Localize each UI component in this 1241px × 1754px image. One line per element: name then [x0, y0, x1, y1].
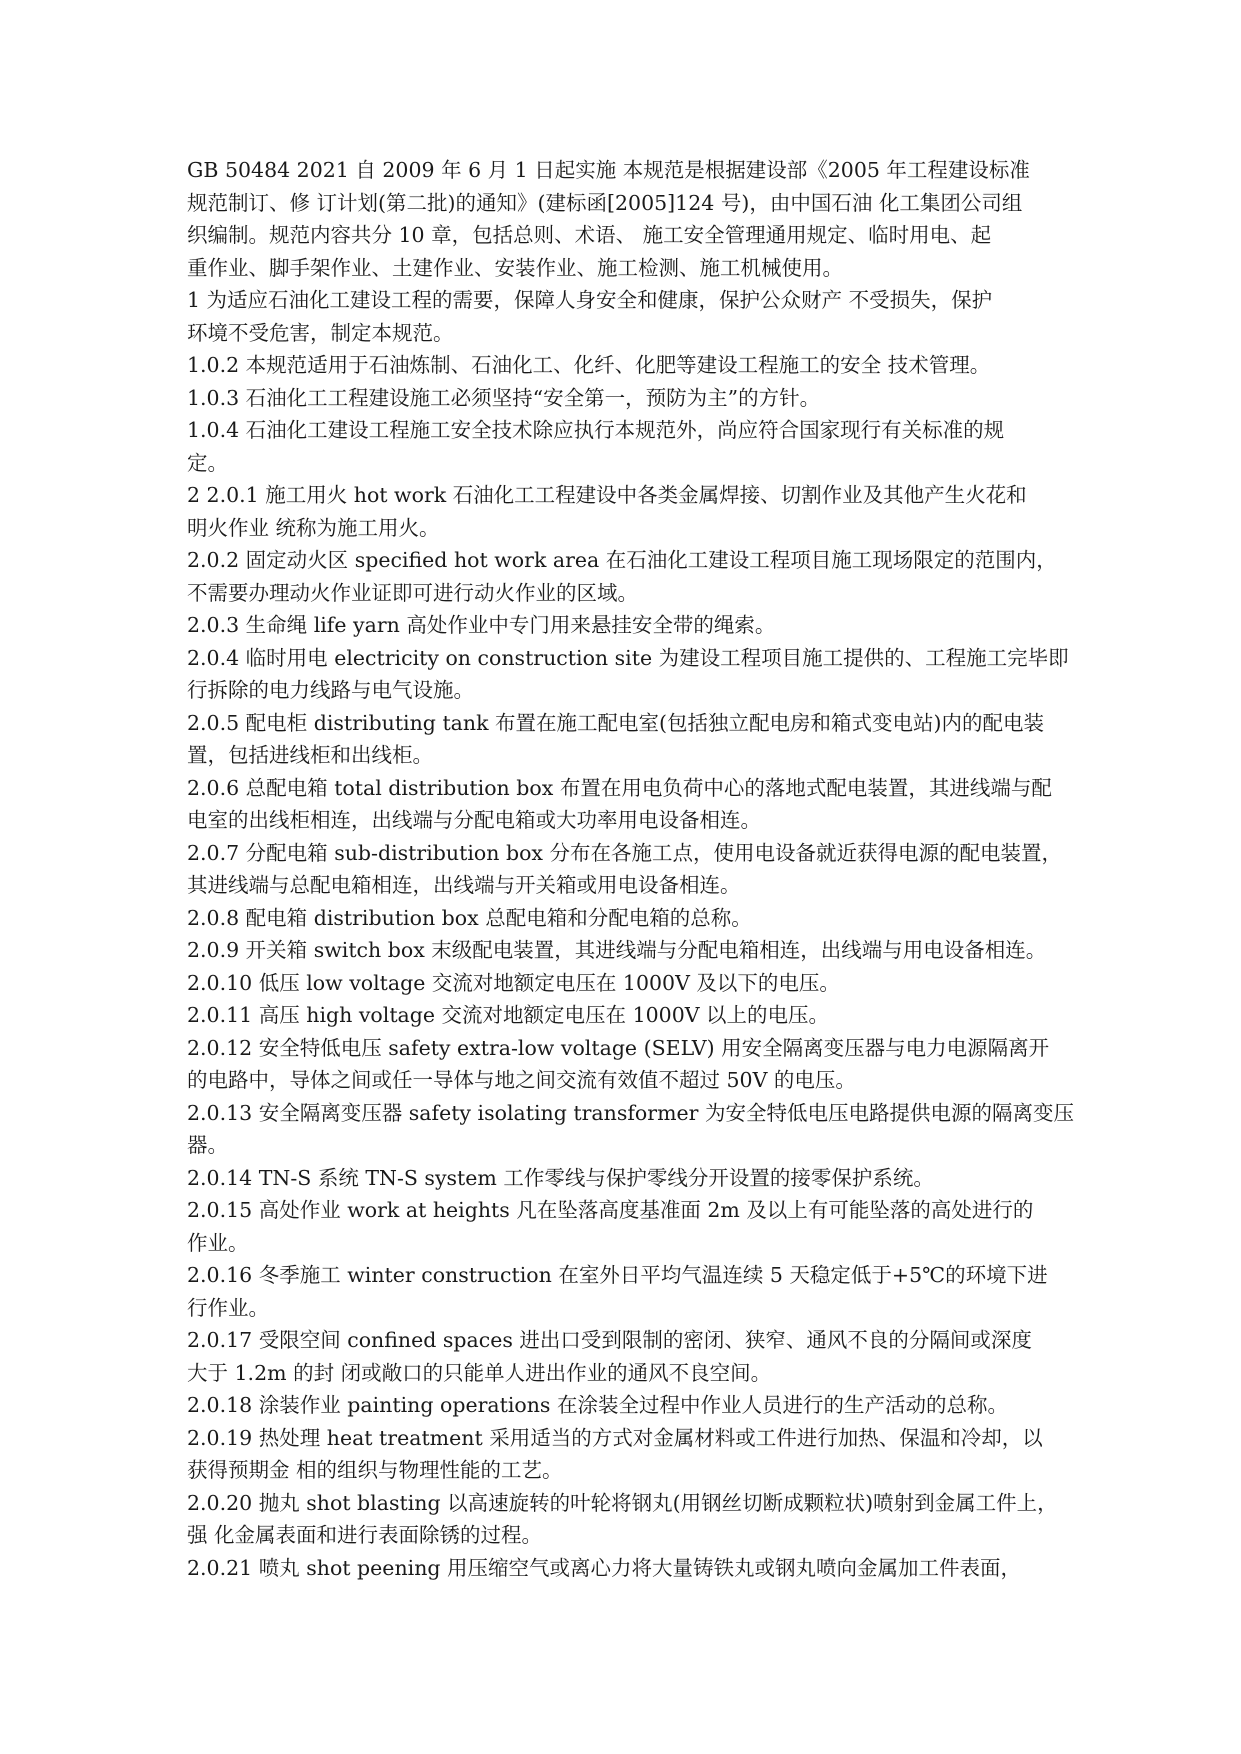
text-line: 作业。	[187, 1230, 249, 1255]
text-line: 2.0.2 固定动火区 specified hot work area 在石油化工建设工程项目施工现场限定的范围内，	[187, 548, 1057, 572]
text-line: 2.0.5 配电柜 distributing tank 布置在施工配电室(包括独立配电房和箱式变电站)内的配电装	[187, 710, 1045, 735]
text-line: 2.0.6 总配电箱 total distribution box 布置在用电负荷中心的落地式配电装置，其进线端与配	[187, 775, 1052, 800]
text-line: 2.0.18 涂装作业 painting operations 在涂装全过程中作业人员进行的生产活动的总称。	[187, 1393, 1008, 1417]
text-line: 织编制。规范内容共分 10 章，包括总则、术语、 施工安全管理通用规定、临时用电、起	[187, 223, 992, 247]
text-line: 1.0.3 石油化工工程建设施工必须坚持“安全第一，预防为主”的方针。	[187, 385, 821, 410]
text-line: 2 2.0.1 施工用火 hot work 石油化工工程建设中各类金属焊接、切割作业及其他产生火花和	[187, 483, 1027, 507]
text-line: 定。	[187, 450, 228, 475]
text-line: 2.0.10 低压 low voltage 交流对地额定电压在 1000V 及以下的电压。	[187, 970, 840, 995]
text-line: 器。	[187, 1133, 228, 1157]
text-line: 2.0.14 TN-S 系统 TN-S system 工作零线与保护零线分开设置的接零保护系统。	[187, 1165, 934, 1190]
body-text	[187, 154, 1077, 1584]
text-line: 大于 1.2m 的封 闭或敞口的只能单人进出作业的通风不良空间。	[187, 1360, 772, 1385]
text-line: 2.0.7 分配电箱 sub-distribution box 分布在各施工点，使用电设备就近获得电源的配电装置，	[187, 840, 1062, 865]
text-line: 2.0.19 热处理 heat treatment 采用适当的方式对金属材料或工件进行加热、保温和冷却，以	[187, 1425, 1043, 1450]
text-line: 其进线端与总配电箱相连，出线端与开关箱或用电设备相连。	[187, 873, 741, 897]
text-line: 2.0.11 高压 high voltage 交流对地额定电压在 1000V 以上的电压。	[187, 1003, 830, 1027]
text-line: 2.0.4 临时用电 electricity on construction site 为建设工程项目施工提供的、工程施工完毕即	[187, 645, 1069, 670]
text-line: 2.0.21 喷丸 shot peening 用压缩空气或离心力将大量铸铁丸或钢丸喷向金属加工件表面，	[187, 1555, 1022, 1580]
text-line: 1 为适应石油化工建设工程的需要，保障人身安全和健康，保护公众财产 不受损失，保护	[187, 288, 993, 312]
text-line: 重作业、脚手架作业、土建作业、安装作业、施工检测、施工机械使用。	[187, 255, 843, 280]
text-line: 2.0.20 抛丸 shot blasting 以高速旋转的叶轮将钢丸(用钢丝切断成颗粒状)喷射到金属工件上，	[187, 1490, 1058, 1515]
text-line: 2.0.16 冬季施工 winter construction 在室外日平均气温连续 5 天稳定低于+5℃的环境下进	[187, 1263, 1048, 1287]
text-line: 2.0.13 安全隔离变压器 safety isolating transformer 为安全特低电压电路提供电源的隔离变压	[187, 1100, 1074, 1125]
text-line: 置，包括进线柜和出线柜。	[187, 743, 433, 767]
text-line: 行作业。	[187, 1295, 269, 1320]
text-line: 2.0.8 配电箱 distribution box 总配电箱和分配电箱的总称。	[187, 905, 752, 930]
text-line: 环境不受危害，制定本规范。	[187, 320, 454, 345]
text-line: 强 化金属表面和进行表面除锈的过程。	[187, 1523, 543, 1547]
text-line: 2.0.9 开关箱 switch box 末级配电装置，其进线端与分配电箱相连，出线端与用电设备相连。	[187, 938, 1047, 962]
text-line: 行拆除的电力线路与电气设施。	[187, 678, 474, 702]
text-line: 1.0.4 石油化工建设工程施工安全技术除应执行本规范外，尚应符合国家现行有关标准的规	[187, 418, 1005, 442]
text-line: GB 50484 2021 自 2009 年 6 月 1 日起实施 本规范是根据建设部《2005 年工程建设标准	[187, 158, 1030, 182]
text-line: 2.0.15 高处作业 work at heights 凡在坠落高度基准面 2m 及以上有可能坠落的高处进行的	[187, 1198, 1034, 1222]
text-line: 获得预期金 相的组织与物理性能的工艺。	[187, 1458, 563, 1482]
text-line: 规范制订、修 订计划(第二批)的通知》(建标函[2005]124 号)，由中国石油 化工集团公司组	[187, 190, 1023, 215]
text-line: 2.0.12 安全特低电压 safety extra-low voltage (SELV) 用安全隔离变压器与电力电源隔离开	[187, 1035, 1050, 1060]
text-line: 明火作业 统称为施工用火。	[187, 515, 440, 540]
text-line: 的电路中，导体之间或任一导体与地之间交流有效值不超过 50V 的电压。	[187, 1068, 856, 1092]
text-line: 电室的出线柜相连，出线端与分配电箱或大功率用电设备相连。	[187, 808, 761, 832]
text-line: 2.0.17 受限空间 confined spaces 进出口受到限制的密闭、狭窄、通风不良的分隔间或深度	[187, 1328, 1032, 1352]
text-line: 2.0.3 生命绳 life yarn 高处作业中专门用来悬挂安全带的绳索。	[187, 613, 776, 637]
text-line: 不需要办理动火作业证即可进行动火作业的区域。	[187, 580, 638, 605]
text-line: 1.0.2 本规范适用于石油炼制、石油化工、化纤、化肥等建设工程施工的安全 技术管理。	[187, 353, 991, 377]
